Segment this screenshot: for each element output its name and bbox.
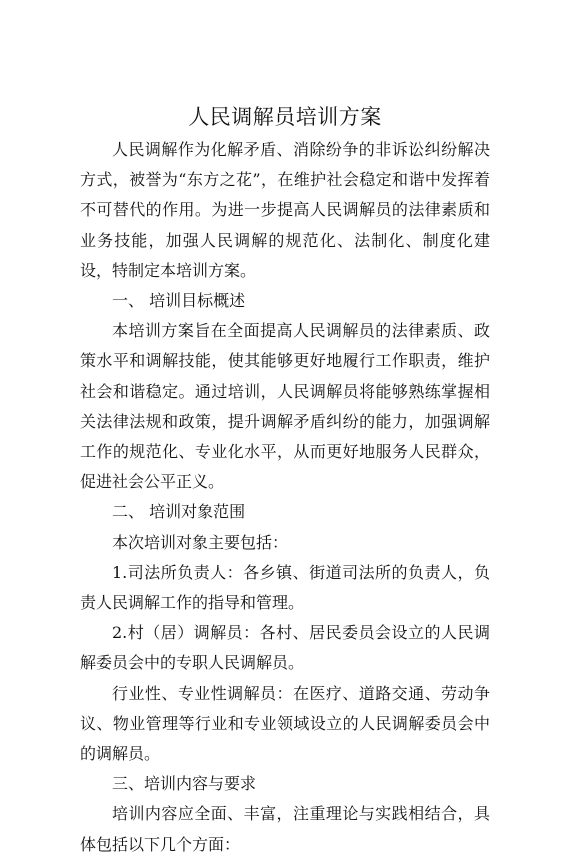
audience-item-1: 1.司法所负责人：各乡镇、街道司法所的负责人，负责人民调解工作的指导和管理。 xyxy=(80,562,490,613)
document-body xyxy=(80,135,490,860)
section-heading-content: 三、培训内容与要求 xyxy=(112,774,257,794)
audience-intro-paragraph: 本次培训对象主要包括： xyxy=(112,532,289,552)
intro-paragraph: 人民调解作为化解矛盾、消除纷争的非诉讼纠纷解决方式，被誉为“东方之花”，在维护社会稳定和谐中发挥着不可替代的作用。为进一步提高人民调解员的法律素质和业务技能，加强人民调解的规范化、法制化、制度化建设，特制定本培训方案。 xyxy=(80,140,490,280)
section-heading-audience: 二、 培训对象范围 xyxy=(112,502,246,522)
goals-paragraph: 本培训方案旨在全面提高人民调解员的法律素质、政策水平和调解技能，使其能够更好地履行工作职责，维护社会和谐稳定。通过培训，人民调解员将能够熟练掌握相关法律法规和政策，提升调解矛盾纠纷的能力，加强调解工作的规范化、专业化水平，从而更好地服务人民群众，促进社会公平正义。 xyxy=(80,321,490,492)
content-paragraph: 培训内容应全面、丰富，注重理论与实践相结合，具体包括以下几个方面： xyxy=(80,804,490,854)
audience-item-3: 行业性、专业性调解员：在医疗、道路交通、劳动争议、物业管理等行业和专业领域设立的人民调解委员会中的调解员。 xyxy=(80,683,490,764)
section-heading-goals: 一、 培训目标概述 xyxy=(112,291,246,311)
document-title: 人民调解员培训方案 xyxy=(188,105,382,129)
audience-item-2: 2.村（居）调解员：各村、居民委员会设立的人民调解委员会中的专职人民调解员。 xyxy=(80,623,490,673)
